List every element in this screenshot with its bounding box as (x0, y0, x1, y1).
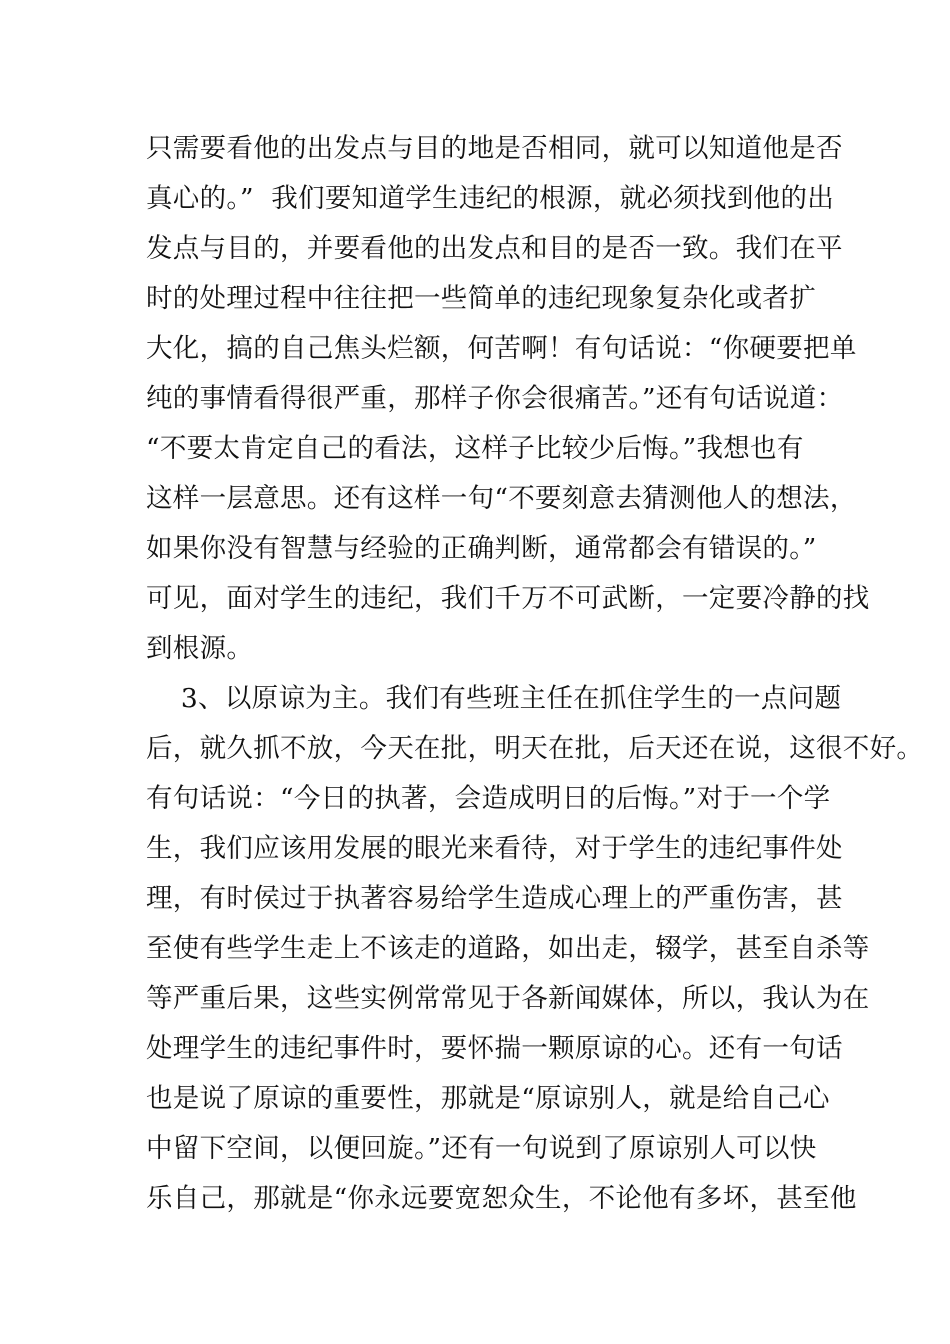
text-line: 时的处理过程中往往把一些简单的违纪现象复杂化或者扩 (146, 283, 816, 314)
text-line: 可见，面对学生的违纪，我们千万不可武断，一定要冷静的找 (146, 583, 870, 614)
text-line: 纯的事情看得很严重，那样子你会很痛苦。”还有句话说道： (146, 383, 844, 414)
text-line: 后，就久抓不放，今天在批，明天在批，后天还在说，这很不好。 (146, 733, 924, 764)
text-line: “不要太肯定自己的看法，这样子比较少后悔。”我想也有 (146, 433, 804, 464)
text-line: 这样一层意思。还有这样一句“不要刻意去猜测他人的想法， (146, 483, 857, 514)
body-text (146, 124, 924, 1224)
text-line: 如果你没有智慧与经验的正确判断，通常都会有错误的。” (146, 533, 817, 564)
text-line: 3、以原谅为主。我们有些班主任在抓住学生的一点问题 (146, 683, 842, 714)
text-line: 乐自己，那就是“你永远要宽恕众生，不论他有多坏，甚至他 (146, 1183, 857, 1214)
text-line: 生，我们应该用发展的眼光来看待，对于学生的违纪事件处 (146, 833, 843, 864)
text-line: 理，有时侯过于执著容易给学生造成心理上的严重伤害，甚 (146, 883, 843, 914)
text-line: 中留下空间，以便回旋。”还有一句说到了原谅别人可以快 (146, 1133, 817, 1164)
text-line: 真心的。” 我们要知道学生违纪的根源，就必须找到他的出 (146, 183, 835, 214)
text-line: 也是说了原谅的重要性，那就是“原谅别人，就是给自己心 (146, 1083, 830, 1114)
text-line: 大化，搞的自己焦头烂额，何苦啊！有句话说：“你硬要把单 (146, 333, 857, 364)
text-line: 到根源。 (146, 633, 254, 664)
text-line: 等严重后果，这些实例常常见于各新闻媒体，所以，我认为在 (146, 983, 870, 1014)
text-line: 处理学生的违纪事件时，要怀揣一颗原谅的心。还有一句话 (146, 1033, 843, 1064)
text-line: 至使有些学生走上不该走的道路，如出走，辍学，甚至自杀等 (146, 933, 870, 964)
text-line: 发点与目的，并要看他的出发点和目的是否一致。我们在平 (146, 233, 843, 264)
text-line: 只需要看他的出发点与目的地是否相同，就可以知道他是否 (146, 133, 843, 164)
text-line: 有句话说：“今日的执著，会造成明日的后悔。”对于一个学 (146, 783, 831, 814)
